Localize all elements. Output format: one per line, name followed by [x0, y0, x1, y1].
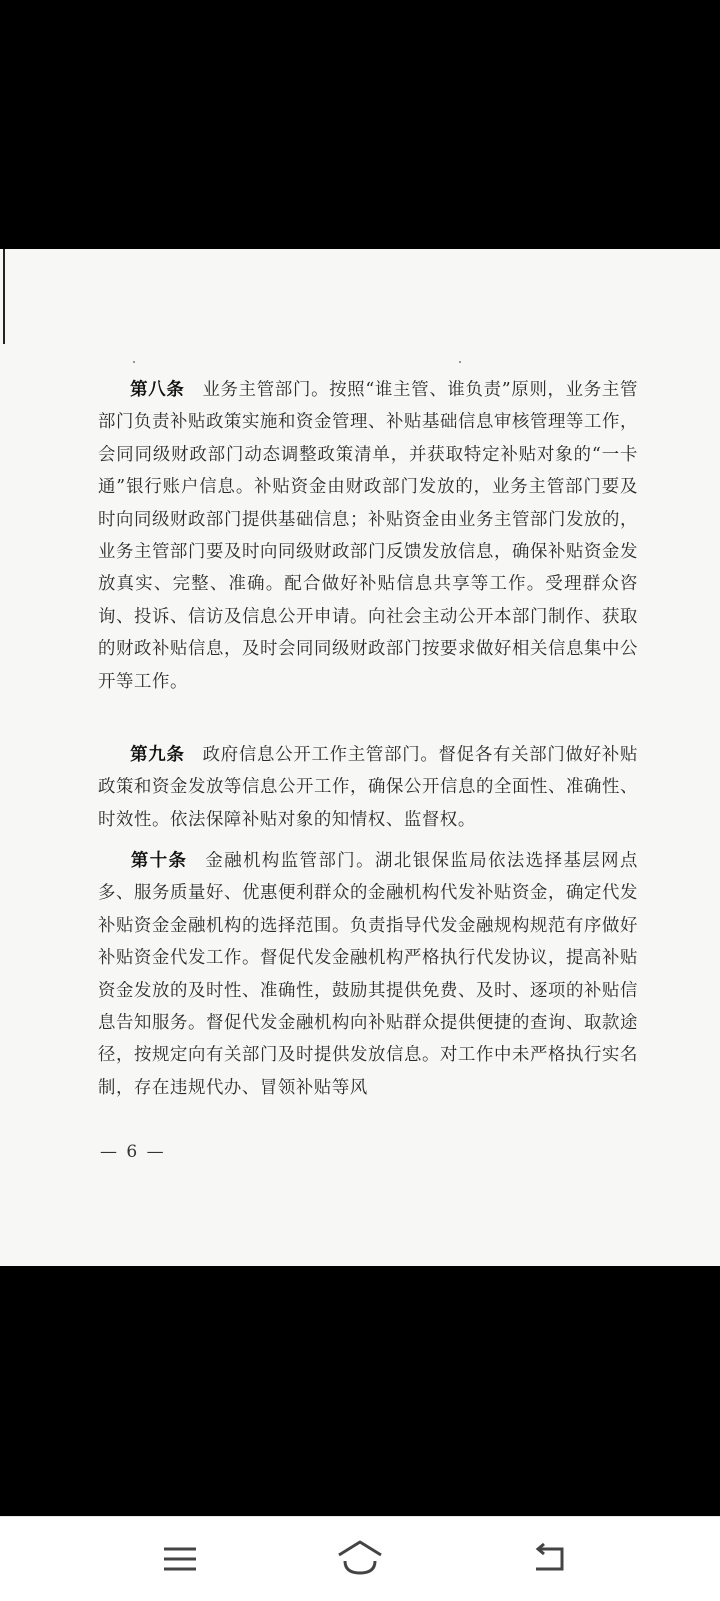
article-8: [98, 374, 638, 698]
article-9-text: 政府信息公开工作主管部门。督促各有关部门做好补贴政策和资金发放等信息公开工作，确保公开信息的全面性、准确性、时效性。依法保障补贴对象的知情权、监督权。: [98, 745, 638, 830]
back-button[interactable]: [510, 1529, 590, 1589]
system-navigation-bar: [0, 1516, 720, 1601]
document-page: [0, 249, 720, 1266]
bottom-black-area: [0, 1266, 720, 1516]
article-10: [98, 845, 638, 1104]
menu-button[interactable]: [140, 1529, 220, 1589]
article-9-lead: 第九条: [130, 745, 185, 765]
article-10-text: 金融机构监管部门。湖北银保监局依法选择基层网点多、服务质量好、优惠便利群众的金融机构代发补贴资金，确定代发补贴资金金融机构的选择范围。负责指导代发金融规构规范有序做好补贴资金代发工作。督促代发金融机构严格执行代发协议，提高补贴资金发放的及时性、准确性，鼓励其提供免费、及时、逐项的补贴信息告知服务。督促代发金融机构向补贴群众提供便捷的查询、取款途径，按规定向有关部门及时提供发放信息。对工作中未严格执行实名制，存在违规代办、冒领补贴等风: [98, 851, 638, 1098]
article-10-lead: 第十条: [130, 851, 188, 871]
page-number: — 6 —: [100, 1142, 166, 1162]
back-icon: [530, 1541, 570, 1577]
top-black-area: [0, 0, 720, 249]
home-icon: [335, 1539, 385, 1579]
article-8-text: 业务主管部门。按照“谁主管、谁负责”原则，业务主管部门负责补贴政策实施和资金管理、补贴基础信息审核管理等工作，会同同级财政部门动态调整政策清单，并获取特定补贴对象的“一卡通”银行账户信息。补贴资金由财政部门发放的，业务主管部门要及时向同级财政部门提供基础信息；补贴资金由业务主管部门发放的，业务主管部门要及时向同级财政部门反馈发放信息，确保补贴资金发放真实、完整、准确。配合做好补贴信息共享等工作。受理群众咨询、投诉、信访及信息公开申请。向社会主动公开本部门制作、获取的财政补贴信息，及时会同同级财政部门按要求做好相关信息集中公开等工作。: [98, 380, 638, 692]
page-edge-line: [3, 249, 5, 344]
article-9: [98, 739, 638, 836]
home-button[interactable]: [320, 1529, 400, 1589]
scan-dot: [133, 361, 135, 363]
scan-dot: [459, 361, 461, 363]
article-8-lead: 第八条: [130, 380, 185, 400]
menu-icon: [160, 1543, 200, 1575]
